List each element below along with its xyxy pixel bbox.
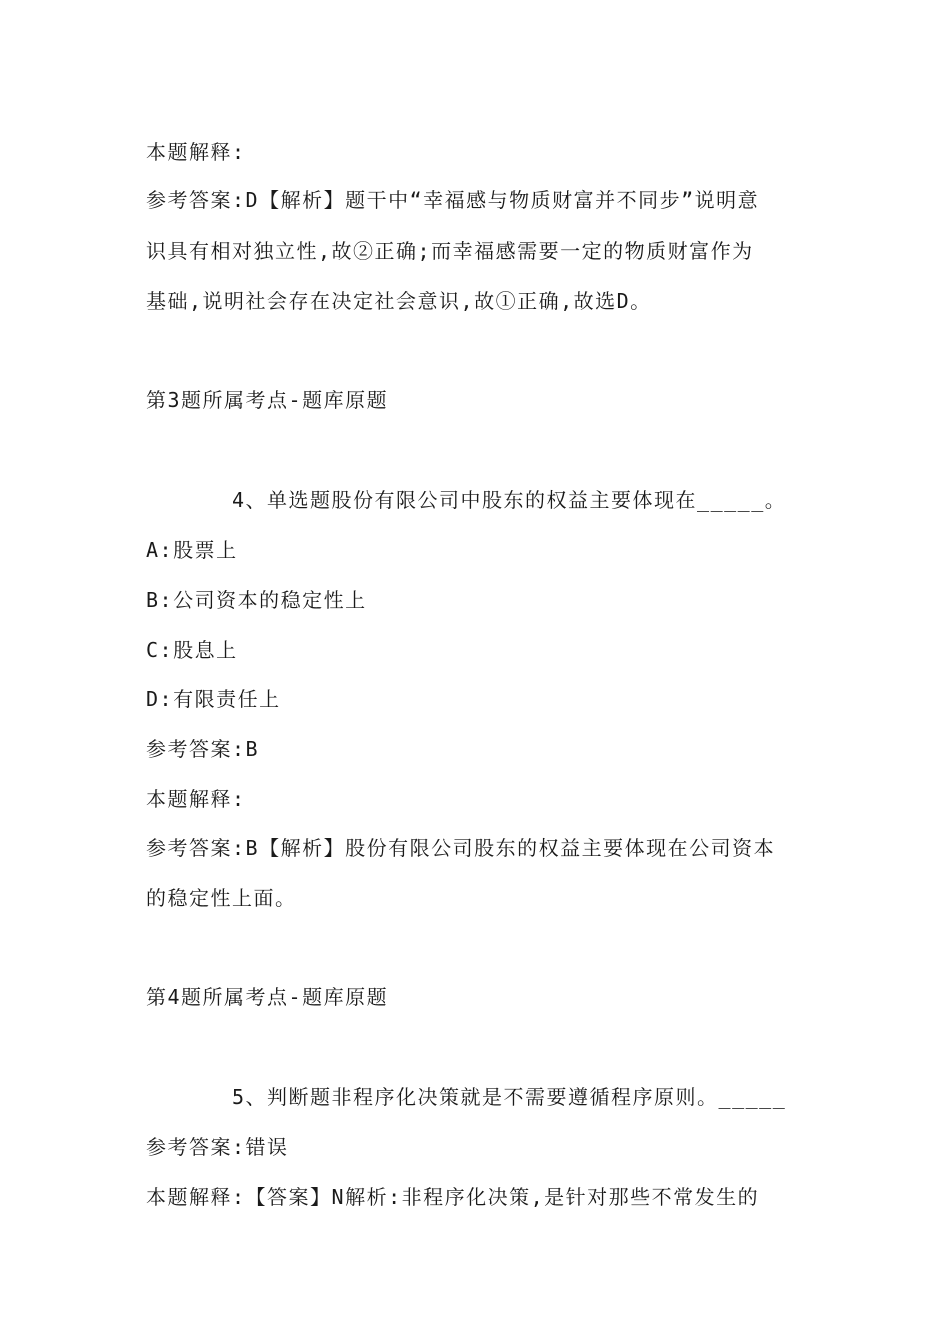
q4-option-b: B:公司资本的稳定性上 xyxy=(146,588,367,612)
q4-option-d: D:有限责任上 xyxy=(146,687,281,711)
q4-explanation-line-2: 的稳定性上面。 xyxy=(146,886,297,910)
q4-stem: 4、单选题股份有限公司中股东的权益主要体现在_____。 xyxy=(232,488,787,512)
q4-option-a: A:股票上 xyxy=(146,538,238,562)
q3-topic: 第3题所属考点-题库原题 xyxy=(146,388,389,412)
q4-topic: 第4题所属考点-题库原题 xyxy=(146,985,389,1009)
q5-answer: 参考答案:错误 xyxy=(146,1135,289,1159)
q3-explanation-label: 本题解释: xyxy=(146,140,246,164)
q5-stem: 5、判断题非程序化决策就是不需要遵循程序原则。_____ xyxy=(232,1085,787,1109)
q3-explanation-line-3: 基础,说明社会存在决定社会意识,故①正确,故选D。 xyxy=(146,289,652,313)
q3-explanation-line-1: 参考答案:D【解析】题干中“幸福感与物质财富并不同步”说明意 xyxy=(146,188,760,212)
q4-answer: 参考答案:B xyxy=(146,737,260,761)
q3-explanation-line-2: 识具有相对独立性,故②正确;而幸福感需要一定的物质财富作为 xyxy=(146,239,754,263)
q4-explanation-line-1: 参考答案:B【解析】股份有限公司股东的权益主要体现在公司资本 xyxy=(146,836,776,860)
q4-explanation-label: 本题解释: xyxy=(146,787,246,811)
q5-explanation-line-1: 本题解释:【答案】N解析:非程序化决策,是针对那些不常发生的 xyxy=(146,1185,760,1209)
q4-option-c: C:股息上 xyxy=(146,638,238,662)
